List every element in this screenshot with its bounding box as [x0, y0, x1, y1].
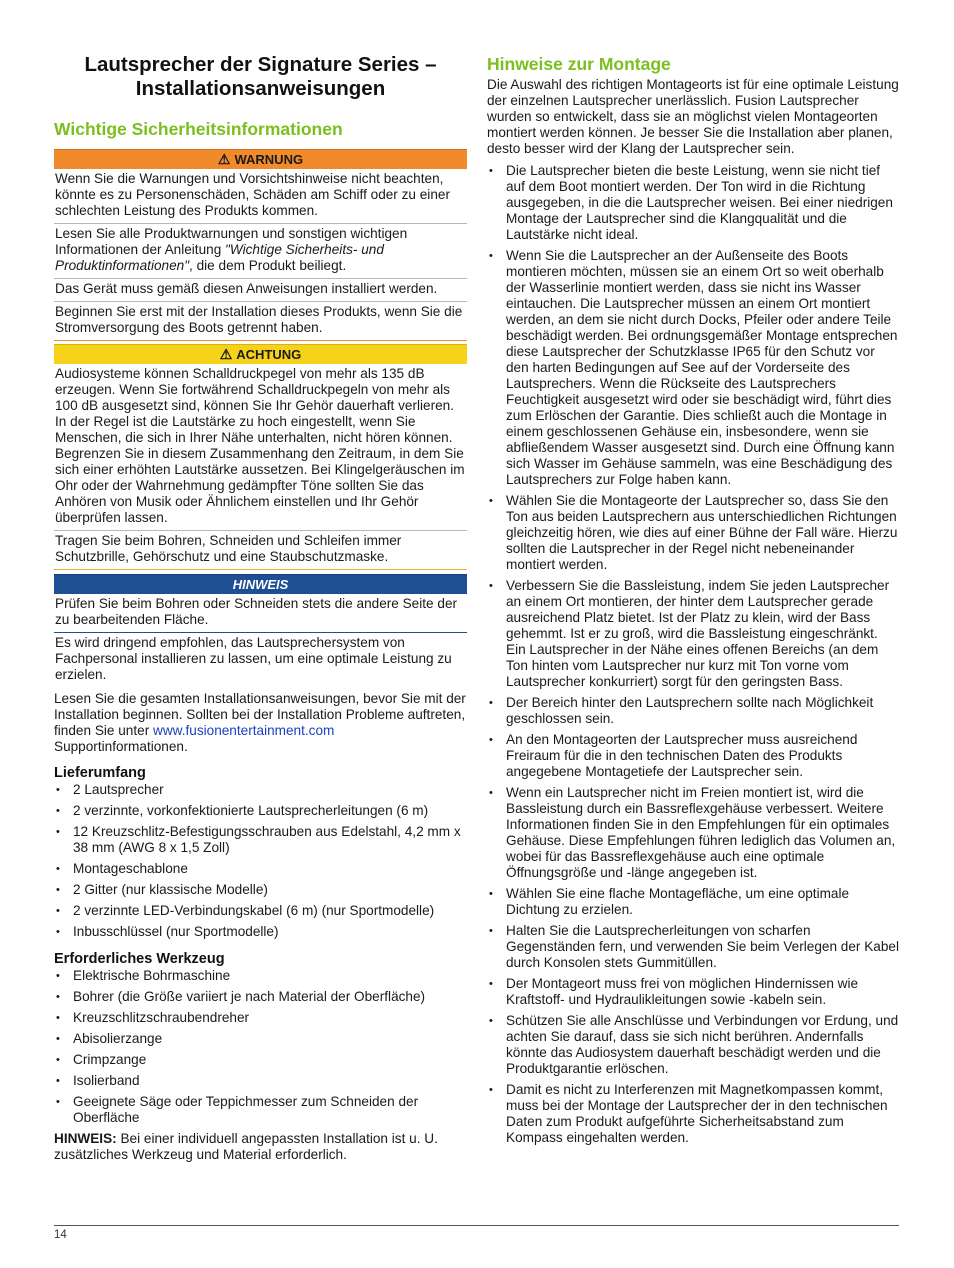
list-item: • 2 Lautsprecher [54, 782, 467, 798]
footer-rule [54, 1225, 899, 1226]
warning-item [54, 302, 467, 341]
warning-label: WARNUNG [234, 152, 304, 167]
list-item: • 2 verzinnte LED-Verbindungskabel (6 m) (nur Sportmodelle) [54, 903, 467, 919]
warning-text: Wenn Sie die Warnungen und Vorsichtshinweise nicht beachten, könnte es zu Personenschäden, Schäden am Schiff oder zu einer schlechten Leistung des Produkts kommen. [55, 171, 450, 218]
caution-triangle-icon: ⚠ [219, 346, 233, 362]
list-item: • Der Bereich hinter den Lautsprechern sollte nach Möglichkeit geschlossen sein. [487, 695, 899, 727]
intro-pre: Lesen Sie die gesamten Installationsanweisungen, bevor Sie mit der Installation beginnen. Sollten bei der Installation Probleme auftreten, finden Sie unter [54, 691, 466, 738]
list-item: • Die Lautsprecher bieten die beste Leistung, wenn sie nicht tief auf dem Boot montiert werden. Der Ton wird in die Richtung ausgegeben, in die die Lautsprecher weisen. Bei einer niedrigen Montage der Lautsprecher sind die Klangqualität und die Lautstärke nicht ideal. [487, 163, 899, 243]
tools-note [54, 1131, 467, 1163]
list-item: • Crimpzange [54, 1052, 467, 1068]
website-link[interactable]: www.fusionentertainment.com [153, 723, 335, 738]
mounting-list [487, 163, 899, 1146]
caution-text: Audiosysteme können Schalldruckpegel von mehr als 135 dB erzeugen. Wenn Sie fortwährend Schalldruckpegeln von mehr als 100 dB ausgesetzt sind, können Sie Ihr Gehör dauerhaft verlieren. In der Regel ist die Lautstärke zu hoch eingestellt, wenn Sie Menschen, die sich in Ihrer Nähe unterhalten, nicht hören können. Begrenzen Sie in diesem Zusammenhang den Zeitraum, in dem Sie sich einer erhöhten Lautstärke aussetzen. Bei Klingelgeräuschen im Ohr oder der Wahrnehmung gedämpfter Töne sollten Sie das Anhören von Musik oder Ähnlichem einstellen und Ihr Gehör überprüfen lassen. [55, 366, 465, 525]
list-item: • Bohrer (die Größe variiert je nach Material der Oberfläche) [54, 989, 467, 1005]
warning-banner [54, 149, 467, 169]
caution-banner [54, 344, 467, 364]
list-item: • Der Montageort muss frei von möglichen Hindernissen wie Kraftstoff- und Hydraulikleitungen sowie -kabeln sein. [487, 976, 899, 1008]
page-number: 14 [54, 1229, 67, 1241]
package-list [54, 782, 467, 940]
warning-text: Das Gerät muss gemäß diesen Anweisungen installiert werden. [55, 281, 438, 296]
list-item: • Abisolierzange [54, 1031, 467, 1047]
safety-heading: Wichtige Sicherheitsinformationen [54, 119, 343, 139]
list-item: • Geeignete Säge oder Teppichmesser zum Schneiden der Oberfläche [54, 1094, 467, 1126]
tools-list [54, 968, 467, 1126]
list-item: • Wählen Sie die Montageorte der Lautsprecher so, dass Sie den Ton aus beiden Lautsprechern aus unterschiedlichen Richtungen gleichzeitig hören, wie dies auf einer Bühne der Fall wäre. Hierzu sollten die Lautsprecher in der Regel nicht nebeneinander montiert werden. [487, 493, 899, 573]
list-item: • 2 Gitter (nur klassische Modelle) [54, 882, 467, 898]
list-item: • Wählen Sie eine flache Montagefläche, um eine optimale Dichtung zu erzielen. [487, 886, 899, 918]
list-item: • Montageschablone [54, 861, 467, 877]
caution-item [54, 531, 467, 570]
list-item: • Damit es nicht zu Interferenzen mit Magnetkompassen kommt, muss bei der Montage der Lautsprecher der in den technischen Daten zum Produkt aufgeführte Sicherheitsabstand zum Kompass eingehalten werden. [487, 1082, 899, 1146]
notice-banner: HINWEIS [54, 574, 467, 594]
warning-box [54, 149, 467, 341]
caution-box [54, 344, 467, 570]
warning-text [55, 226, 466, 274]
warning-item [54, 279, 467, 302]
list-item: • Wenn Sie die Lautsprecher an der Außenseite des Boots montieren möchten, müssen sie an einem Ort so weit oberhalb der Wasserlinie montiert werden, dass sie nicht ins Wasser eintauchen. Die Lautsprecher müssen an einem Ort montiert werden, an dem sie nicht durch Docks, Pfeiler oder andere Teile beschädigt werden. Bei ordnungsgemäßer Montage entsprechen diese Lautsprecher der Schutzklasse IP65 für den Schutz vor den harten Bedingungen auf See auf der Vorderseite des Lautsprechers. Wenn die Rückseite des Lautsprechers Feuchtigkeit ausgesetzt wird oder sie beschädigt wird, führt dies zum Erlöschen der Garantie. Dies schließt auch die Montage in einem geschlossenen Gehäuse ein, insbesondere, wenn sie abfließendem Wasser ausgesetzt sind. Durch eine Öffnung kann sich Wasser im Gehäuse sammeln, was eine Beschädigung des Lautsprechers zur Folge haben kann. [487, 248, 899, 488]
list-item: • Wenn ein Lautsprecher nicht im Freien montiert ist, wird die Bassleistung durch ein Bassreflexgehäuse verbessert. Weitere Informationen finden Sie in den Empfehlungen für ein optimales Gehäuse. Diese Empfehlungen führen lediglich das Volumen an, wobei für das Bassreflexgehäuse auch eine optimale Öffnungsgröße und -länge angegeben ist. [487, 785, 899, 881]
list-item: • 2 verzinnte, vorkonfektionierte Lautsprecherleitungen (6 m) [54, 803, 467, 819]
list-item: • 12 Kreuzschlitz-Befestigungsschrauben aus Edelstahl, 4,2 mm x 38 mm (AWG 8 x 1,5 Zoll) [54, 824, 467, 856]
intro-post: Supportinformationen. [54, 739, 188, 754]
caution-text: Tragen Sie beim Bohren, Schneiden und Schleifen immer Schutzbrille, Gehörschutz und eine Staubschutzmaske. [55, 533, 402, 564]
warning-text: Beginnen Sie erst mit der Installation dieses Produkts, wenn Sie die Stromversorgung des Boots getrennt haben. [55, 304, 463, 335]
warning-guide-post: , die dem Produkt beiliegt. [189, 258, 347, 273]
list-item: • Isolierband [54, 1073, 467, 1089]
guide-title: "Wichtige Sicherheits- und Produktinformationen" [55, 242, 384, 273]
notice-box [54, 574, 467, 687]
caution-label: ACHTUNG [236, 347, 302, 362]
notice-item [54, 594, 467, 633]
list-item: • Schützen Sie alle Anschlüsse und Verbindungen vor Erdung, und achten Sie darauf, dass sie sich nicht berühren. Andernfalls könnte das Audiosystem dauerhaft beschädigt werden und die Produktgarantie erlöschen. [487, 1013, 899, 1077]
notice-text: Es wird dringend empfohlen, das Lautsprechersystem von Fachpersonal installieren zu lassen, um eine optimale Leistung zu erzielen. [55, 635, 452, 682]
list-item: • Halten Sie die Lautsprecherleitungen von scharfen Gegenständen fern, und verwenden Sie beim Verlegen der Kabel durch Konsolen stets Gummitüllen. [487, 923, 899, 971]
notice-text: Prüfen Sie beim Bohren oder Schneiden stets die andere Seite der zu bearbeitenden Fläche. [55, 596, 458, 627]
mounting-intro: Die Auswahl des richtigen Montageorts ist für eine optimale Leistung der einzelnen Lautsprecher unerlässlich. Fusion Lautsprecher wurden so entwickelt, dass sie an möglichst vielen Montageorten montiert werden können. Je besser Sie die Installation aber planen, desto besser wird der Klang der Lautsprecher sein. [487, 77, 899, 156]
list-item: • Elektrische Bohrmaschine [54, 968, 467, 984]
list-item: • Kreuzschlitzschraubendreher [54, 1010, 467, 1026]
list-item: • An den Montageorten der Lautsprecher muss ausreichend Freiraum für die in den technischen Daten des Produkts angegebene Montagetiefe der Lautsprecher sein. [487, 732, 899, 780]
warning-triangle-icon: ⚠ [217, 151, 231, 167]
caution-item [54, 364, 467, 531]
warning-item [54, 224, 467, 279]
mounting-heading: Hinweise zur Montage [487, 54, 671, 74]
intro-paragraph [54, 691, 467, 755]
document-title: Lautsprecher der Signature Series – Installationsanweisungen [84, 53, 437, 100]
tools-heading: Erforderliches Werkzeug [54, 951, 225, 967]
warning-guide-pre: Lesen Sie alle Produktwarnungen und sonstigen wichtigen Informationen der Anleitung [55, 226, 408, 257]
package-heading: Lieferumfang [54, 765, 146, 781]
note-label: HINWEIS: [54, 1131, 117, 1146]
warning-item [54, 169, 467, 224]
notice-item [54, 633, 467, 687]
list-item: • Verbessern Sie die Bassleistung, indem Sie jeden Lautsprecher an einem Ort montieren, der hinter dem Lautsprecher gerade ausreichend Platz bietet. Ist der Platz zu klein, wird der Bass gehemmt. Ist er zu groß, wird die Bassleistung eingeschränkt. Ein Lautsprecher in der Nähe eines offenen Bereichs (an dem Ton hinten vom Lautsprecher nur kurz mit Ton vorne vom Lautsprecher konkurriert) sorgt für den geringsten Bass. [487, 578, 899, 690]
note-text: Bei einer individuell angepassten Installation ist u. U. zusätzliches Werkzeug und Material erforderlich. [54, 1131, 438, 1162]
list-item: • Inbusschlüssel (nur Sportmodelle) [54, 924, 467, 940]
